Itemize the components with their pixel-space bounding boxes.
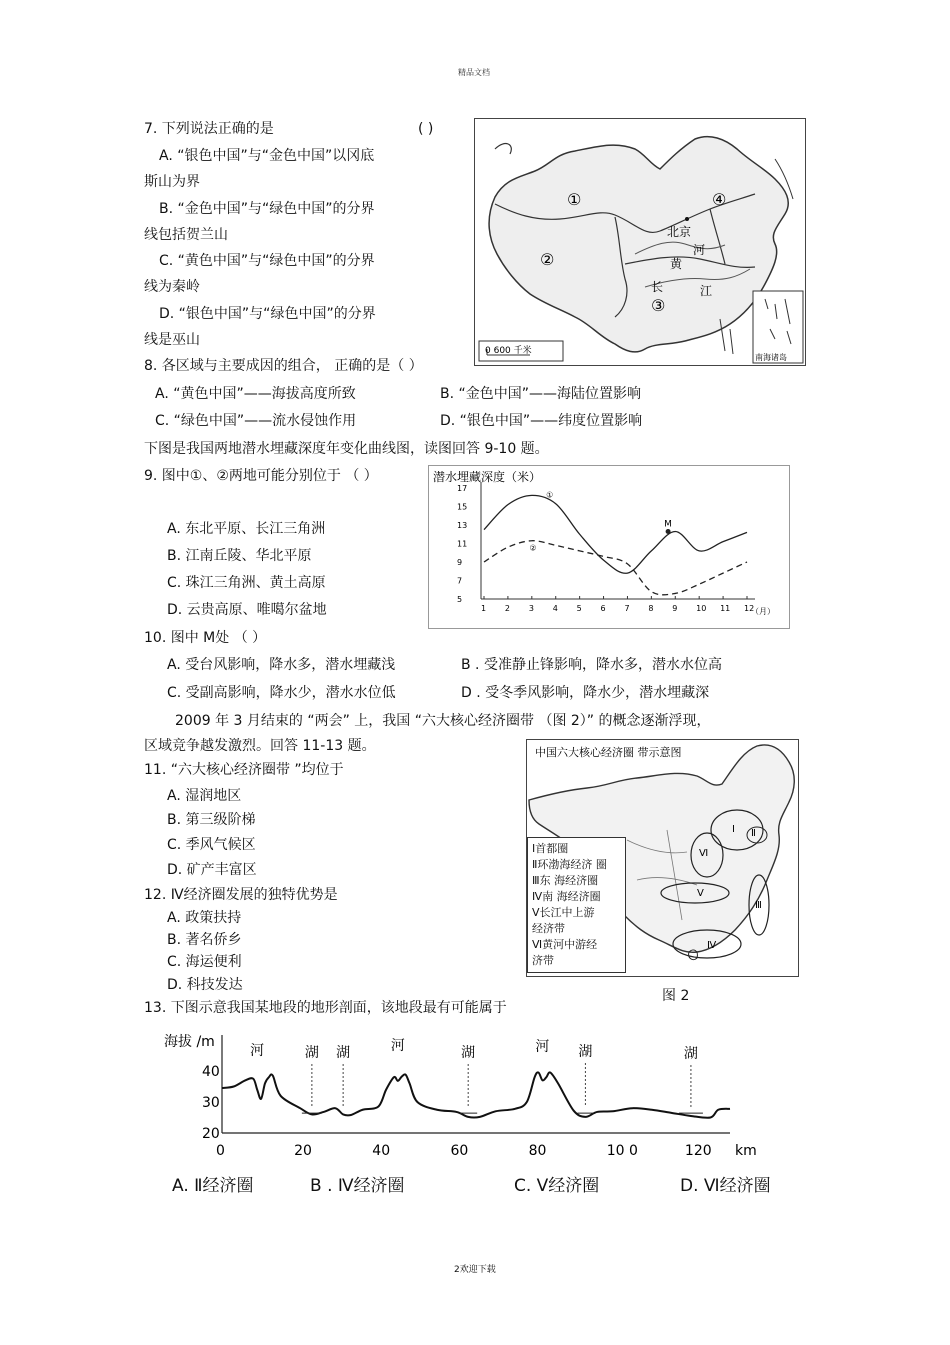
- intro-11-13-line1: 2009 年 3 月结束的 “两会” 上，我国 “六大核心经济圈带 （图 2）” 的概念逐渐浮现，: [175, 713, 711, 729]
- x-tick-label: 4: [552, 604, 558, 613]
- x-tick-label: 3: [528, 604, 534, 613]
- series-1-label: ①: [546, 490, 554, 500]
- q7-option-a-cont: 斯山为界: [144, 174, 200, 190]
- coast-fragment: [495, 144, 511, 154]
- chart2-ylabel: 海拔 /m: [164, 1034, 215, 1050]
- q11-option-a: A. 湿润地区: [167, 788, 242, 804]
- map2-roman-6: Ⅵ: [699, 848, 709, 859]
- legend-item: Ⅲ东 海经济圈: [532, 874, 599, 887]
- q7-stem: 7. 下列说法正确的是: [144, 121, 274, 137]
- groundwater-chart: [429, 466, 789, 628]
- q8-option-b: B. “金色中国”——海陆位置影响: [440, 386, 642, 402]
- chart1-title: 潜水埋藏深度（米）: [433, 470, 542, 484]
- x-tick-label: 20: [294, 1143, 312, 1159]
- q8-stem: 8. 各区域与主要成因的组合， 正确的是（ ）: [144, 358, 423, 374]
- map2-roman-5: Ⅴ: [697, 888, 704, 899]
- region-2-label: ②: [540, 250, 555, 269]
- economic-map-legend: [527, 837, 626, 973]
- q13-option-c: C. Ⅴ经济圈: [514, 1176, 600, 1196]
- lake-label: 湖: [304, 1045, 319, 1061]
- q13-stem: 13. 下图示意我国某地段的地形剖面，该地段最有可能属于: [144, 1000, 507, 1016]
- x-tick-label: 60: [450, 1143, 469, 1159]
- legend-item: Ⅵ黄河中游经: [532, 938, 598, 951]
- map2-title: 中国六大核心经济圈 带示意图: [535, 746, 682, 759]
- q11-option-d: D. 矿产丰富区: [167, 862, 257, 878]
- river-jiang-label: 江: [700, 284, 713, 298]
- x-tick-label: 10: [696, 604, 707, 613]
- x-tick-label: 9: [672, 604, 678, 613]
- q7-option-c-cont: 线为秦岭: [144, 279, 200, 295]
- q10-option-d: D . 受冬季风影响，降水少，潜水埋藏深: [461, 685, 710, 701]
- q12-option-c: C. 海运便利: [167, 954, 242, 970]
- x-tick-label: 8: [648, 604, 654, 613]
- x-tick-label: 0: [216, 1143, 225, 1159]
- beijing-dot: [685, 217, 689, 221]
- q11-option-b: B. 第三级阶梯: [167, 812, 256, 828]
- intro-9-10: 下图是我国两地潜水埋藏深度年变化曲线图，读图回答 9-10 题。: [144, 441, 549, 457]
- chart1-xlabel: （月）: [751, 607, 775, 616]
- chart2-xlabel: km: [735, 1143, 757, 1159]
- beijing-label: 北京: [667, 225, 692, 239]
- intro-11-13-line2: 区域竞争越发激烈。回答 11-13 题。: [144, 738, 376, 754]
- q13-option-a: A. Ⅱ经济圈: [172, 1176, 254, 1196]
- q12-option-b: B. 著名侨乡: [167, 932, 242, 948]
- y-tick-label: 20: [202, 1126, 220, 1142]
- q8-option-c: C. “绿色中国”——流水侵蚀作用: [155, 413, 357, 429]
- river-label: 河: [250, 1043, 265, 1059]
- legend-item: 经济带: [532, 922, 565, 935]
- x-tick-label: 2: [504, 604, 511, 613]
- q10-option-a: A. 受台风影响，降水多，潜水埋藏浅: [167, 657, 396, 673]
- q9-option-a: A. 东北平原、长江三角洲: [167, 521, 326, 537]
- q9-option-b: B. 江南丘陵、华北平原: [167, 548, 312, 564]
- scale-label: 0 600 千米: [485, 346, 532, 356]
- q11-stem: 11. “六大核心经济圈带 ”均位于: [144, 762, 344, 778]
- legend-item: 济带: [532, 954, 554, 967]
- map2-roman-1: Ⅰ: [732, 824, 735, 835]
- china-map-graphic: [475, 119, 805, 365]
- q7-option-b: B. “金色中国”与“绿色中国”的分界: [159, 201, 375, 217]
- region-4-label: ④: [712, 190, 727, 209]
- y-tick-label: 13: [457, 521, 468, 530]
- q12-option-a: A. 政策扶持: [167, 910, 242, 926]
- q10-option-c: C. 受副高影响，降水少，潜水水位低: [167, 685, 396, 701]
- economic-circles-map: [526, 739, 799, 977]
- series-1-line: [484, 495, 747, 573]
- q12-option-d: D. 科技发达: [167, 977, 243, 993]
- q7-option-b-cont: 线包括贺兰山: [144, 227, 228, 243]
- series-2-label: ②: [529, 543, 537, 553]
- q9-option-c: C. 珠江三角洲、黄土高原: [167, 575, 326, 591]
- y-tick-label: 9: [457, 558, 463, 567]
- x-tick-label: 6: [600, 604, 606, 613]
- china-outline: [489, 137, 788, 352]
- x-tick-label: 10 0: [606, 1143, 638, 1159]
- river-he-label: 河: [693, 243, 706, 257]
- legend-item: Ⅱ环渤海经济 圈: [532, 858, 607, 871]
- point-m-label: M: [664, 519, 672, 530]
- lake-label: 湖: [336, 1045, 351, 1061]
- q7-option-d: D. “银色中国”与“绿色中国”的分界: [159, 306, 376, 322]
- legend-item: Ⅴ长江中上游: [532, 906, 595, 919]
- page-footer: 2欢迎下载: [454, 1265, 496, 1275]
- q13-option-d: D. Ⅵ经济圈: [680, 1176, 771, 1196]
- point-m: [666, 529, 671, 534]
- x-tick-label: 1: [481, 604, 487, 613]
- river-label: 河: [535, 1039, 550, 1055]
- q9-stem: 9. 图中①、②两地可能分别位于 （ ）: [144, 468, 378, 484]
- q7-option-a: A. “银色中国”与“金色中国”以冈底: [159, 148, 375, 164]
- terrain-profile-line: [222, 1072, 730, 1117]
- x-tick-label: 12: [744, 604, 755, 613]
- map2-roman-2: Ⅱ: [751, 828, 756, 839]
- x-tick-label: 5: [576, 604, 582, 613]
- map2-roman-3: Ⅲ: [755, 900, 762, 911]
- legend-item: Ⅰ首都圈: [532, 842, 569, 855]
- x-tick-label: 11: [720, 604, 731, 613]
- y-tick-label: 17: [457, 484, 468, 493]
- q8-option-a: A. “黄色中国”——海拔高度所致: [155, 386, 356, 402]
- q7-option-d-cont: 线是巫山: [144, 332, 200, 348]
- lake-label: 湖: [461, 1045, 476, 1061]
- terrain-profile-chart: [160, 1025, 800, 1160]
- x-tick-label: 80: [528, 1143, 547, 1159]
- region-3-label: ③: [651, 296, 666, 315]
- y-tick-label: 5: [457, 595, 463, 604]
- x-tick-label: 40: [372, 1143, 391, 1159]
- y-tick-label: 15: [457, 502, 468, 512]
- y-tick-label: 30: [202, 1095, 220, 1111]
- lake-label: 湖: [683, 1046, 698, 1062]
- river-label: 河: [390, 1038, 405, 1054]
- y-tick-label: 11: [457, 539, 468, 549]
- map2-roman-4: Ⅳ: [707, 940, 717, 951]
- q10-option-b: B . 受准静止锋影响，降水多，潜水水位高: [461, 657, 722, 673]
- inset-label: 南海诸岛: [755, 353, 787, 362]
- series-2-line: [484, 541, 747, 595]
- q10-stem: 10. 图中 M处 （ ）: [144, 630, 267, 646]
- y-tick-label: 7: [457, 576, 463, 586]
- q12-stem: 12. Ⅳ经济圈发展的独特优势是: [144, 887, 338, 903]
- q13-option-b: B . Ⅳ经济圈: [310, 1176, 405, 1196]
- q8-option-d: D. “银色中国”——纬度位置影响: [440, 413, 643, 429]
- q7-option-c: C. “黄色中国”与“绿色中国”的分界: [159, 253, 375, 269]
- china-region-map: [474, 118, 806, 366]
- x-tick-label: 120: [684, 1143, 712, 1159]
- x-tick-label: 7: [624, 604, 630, 613]
- lake-label: 湖: [578, 1044, 593, 1060]
- river-huang-label: 黄: [670, 257, 683, 271]
- q9-option-d: D. 云贵高原、唯噶尔盆地: [167, 602, 327, 618]
- region-1-label: ①: [567, 190, 582, 209]
- page-header: 精品文档: [458, 68, 490, 77]
- river-chang-label: 长: [651, 280, 664, 294]
- q7-paren: ( ): [418, 121, 434, 137]
- q11-option-c: C. 季风气候区: [167, 837, 256, 853]
- groundwater-chart-box: [428, 465, 790, 629]
- y-tick-label: 40: [202, 1064, 220, 1080]
- legend-item: Ⅳ南 海经济圈: [532, 890, 601, 903]
- figure-2-caption: 图 2: [662, 988, 690, 1004]
